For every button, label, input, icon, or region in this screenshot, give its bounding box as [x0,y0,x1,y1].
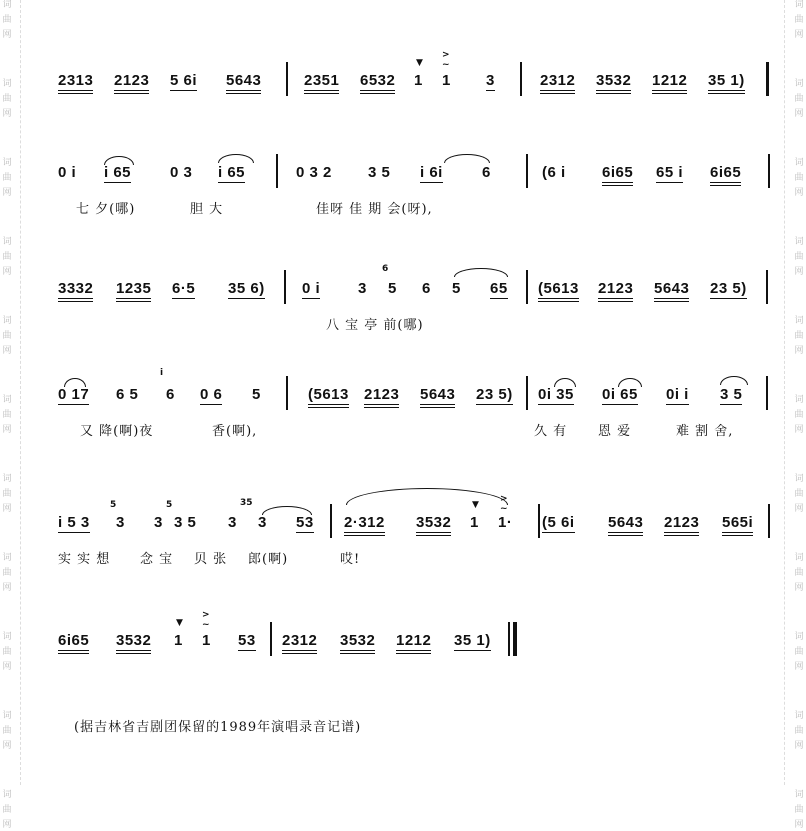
note-group: 5643 [608,514,643,536]
barline [270,622,272,656]
grace-note: 35 [240,498,253,508]
slur [444,154,490,163]
slur [454,268,508,277]
note-group: (6 i [542,164,566,181]
accent-mark: ▼ [416,58,423,68]
note-group: 2123 [114,72,149,94]
note-group: 2123 [364,386,399,408]
barline [766,62,769,96]
final-barline [513,622,517,656]
note-group: 1235 [116,280,151,302]
barline [520,62,522,96]
note-group: 2312 [282,632,317,654]
lyric: 久 有 [534,424,568,439]
watermark-right: 词 曲 网 词 曲 网 词 曲 网 词 曲 网 词 曲 网 词 曲 网 词 曲 网 词 曲 网 词 曲 网 词 曲 网 词 曲 网 [794,0,804,830]
grace-note: 6 [382,264,389,274]
note-group: 3332 [58,280,93,302]
grace-note: i [160,368,164,378]
accent-mark: > ~ [202,610,210,630]
accent-mark: > ~ [442,50,450,70]
note-group: 3 5 [368,164,391,181]
barline [768,504,770,538]
note-group: 2·312 [344,514,385,536]
note-group: 0 3 [170,164,193,181]
note-group: 5643 [654,280,689,302]
slur [218,154,254,163]
slur [720,376,748,385]
note-group: 35 1) [708,72,745,94]
note-group: 3532 [116,632,151,654]
note-group: 6i65 [58,632,89,654]
barline [286,62,288,96]
right-margin-line [784,0,785,785]
source-note: (据吉林省吉剧团保留的1989年演唱录音记谱) [74,720,362,735]
note-group: 0 i [302,280,321,297]
barline [538,504,540,538]
note-group: 1212 [396,632,431,654]
note-group: 6532 [360,72,395,94]
note-group: (5 6i [542,514,575,531]
note-group: 0i 35 [538,386,574,403]
note-group: 3 [154,514,163,531]
note-group: 3 [116,514,125,531]
accent-mark: ▼ [176,618,183,628]
accent-mark: > ~ [500,494,508,514]
note-group: 3 [228,514,237,531]
barline [526,376,528,410]
note-group: i 65 [104,164,132,181]
note-group: 6 [166,386,175,403]
note-group: 2123 [598,280,633,302]
note-group: 1 [202,632,211,649]
lyric: 又 降(啊)夜 [80,424,154,439]
grace-note: 5 [166,500,173,510]
note-group: 3 [358,280,367,297]
note-group: 6i65 [602,164,633,186]
accent-mark: ▼ [472,500,479,510]
barline [766,376,768,410]
barline [284,270,286,304]
note-group: i 65 [218,164,246,181]
note-group: 2351 [304,72,339,94]
barline [526,270,528,304]
note-group: 2313 [58,72,93,94]
lyric: 恩 爱 [598,424,632,439]
note-group: 6·5 [172,280,196,297]
note-group: 1 [414,72,423,89]
lyric: 实 实 想 [58,552,111,567]
lyric: 八 宝 亭 前(哪) [326,318,424,333]
note-group: 0 17 [58,386,90,403]
note-group: 3532 [596,72,631,94]
note-group: 0 i [58,164,77,181]
note-group: 1· [498,514,513,531]
watermark-left: 词 曲 网 词 曲 网 词 曲 网 词 曲 网 词 曲 网 词 曲 网 词 曲 网 词 曲 网 词 曲 网 词 曲 网 词 曲 网 [2,0,12,830]
note-group: 1 [470,514,479,531]
slur [346,488,508,505]
barline [526,154,528,188]
note-group: (5613 [308,386,349,408]
note-group: 3 [258,514,267,531]
lyric: 香(啊), [212,424,258,439]
note-group: 3532 [340,632,375,654]
note-group: 0i 65 [602,386,638,403]
note-group: 3532 [416,514,451,536]
note-group: 35 6) [228,280,265,297]
note-group: 1212 [652,72,687,94]
lyric: 难 割 舍, [676,424,734,439]
barline [286,376,288,410]
note-group: 23 5) [476,386,513,403]
note-group: 3 5 [720,386,743,403]
note-group: 0i i [666,386,689,403]
note-group: 2312 [540,72,575,94]
note-group: 0 3 2 [296,164,332,181]
barline [768,154,770,188]
barline [276,154,278,188]
note-group: i 6i [420,164,443,181]
lyric: 贝 张 [194,552,228,567]
lyric: 胆 大 [190,202,224,217]
note-group: 65 [490,280,508,297]
note-group: 3 [486,72,495,89]
lyric: 念 宝 [140,552,174,567]
grace-note: 5 [110,500,117,510]
note-group: 6i65 [710,164,741,186]
note-group: 1 [442,72,451,89]
note-group: 5 6i [170,72,198,89]
barline [508,622,510,656]
left-margin-line [20,0,21,785]
note-group: 2123 [664,514,699,536]
note-group: 5643 [226,72,261,94]
note-group: 23 5) [710,280,747,297]
barline [766,270,768,304]
note-group: 0 6 [200,386,223,403]
note-group: 53 [296,514,314,531]
note-group: 5 [388,280,397,297]
note-group: 53 [238,632,256,649]
lyric: 哎! [340,552,361,567]
note-group: 565i [722,514,753,536]
note-group: 5 [252,386,261,403]
note-group: (5613 [538,280,579,302]
lyric: 七 夕(哪) [76,202,136,217]
note-group: 6 [482,164,491,181]
note-group: 5 [452,280,461,297]
note-group: 5643 [420,386,455,408]
note-group: 6 5 [116,386,139,403]
lyric: 佳呀 佳 期 会(呀), [316,202,433,217]
barline [330,504,332,538]
note-group: 35 1) [454,632,491,649]
note-group: 65 i [656,164,684,181]
note-group: 6 [422,280,431,297]
lyric: 郎(啊) [248,552,289,567]
note-group: 3 5 [174,514,197,531]
note-group: 1 [174,632,183,649]
note-group: i 5 3 [58,514,90,531]
